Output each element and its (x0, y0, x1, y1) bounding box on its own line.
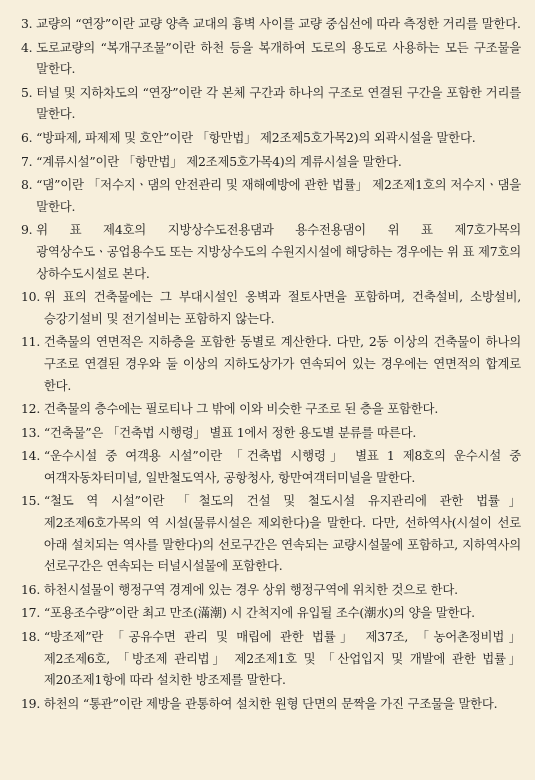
item-number: 16. (21, 581, 44, 597)
list-item (21, 219, 521, 284)
item-number: 5. (21, 84, 37, 100)
item-number: 14. (21, 448, 44, 464)
item-number: 9. (21, 222, 37, 238)
list-item (21, 127, 521, 149)
item-number: 19. (21, 695, 44, 711)
item-text: “건축물”은 「건축법 시행령」 별표 1에서 정한 용도별 분류를 따른다. (43, 424, 417, 440)
list-item (21, 422, 521, 444)
item-text: “방조제”란 「공유수면 관리 및 매립에 관한 법률」 제37조, 「농어촌정비법」 제2조제6호, 「방조제 관리법」 제2조제1호 및 「산업입지 및 개발에 관한 법률」 제20조제1항에 따라 설치한 방조제를 말한다. (43, 629, 521, 688)
item-number: 15. (21, 493, 44, 509)
item-text: “철도 역 시설”이란 「철도의 건설 및 철도시설 유지관리에 관한 법률」 제2조제6호가목의 역 시설(물류시설은 제외한다)을 말한다. 다만, 선하역사(시설이 선로 아래 설치되는 역사를 말한다)의 선로구간은 연속되는 교량시설물에 포함하고, 지하역사의 선로구간은 연속되는 터널시설물에 포함한다. (43, 493, 521, 574)
item-text: 위 표의 건축물에는 그 부대시설인 옹벽과 절토사면을 포함하며, 건축설비, 소방설비, 승강기설비 및 전기설비는 포함하지 않는다. (43, 289, 521, 326)
item-number: 7. (21, 153, 37, 169)
item-number: 17. (21, 605, 44, 621)
list-item (21, 626, 521, 691)
item-text: “계류시설”이란 「항만법」 제2조제5호가목4)의 계류시설을 말한다. (36, 153, 402, 169)
item-text: “방파제, 파제제 및 호안”이란 「항만법」 제2조제5호가목2)의 외곽시설을 말한다. (36, 129, 476, 145)
item-number: 11. (21, 334, 44, 350)
item-text: 하천시설물이 행정구역 경계에 있는 경우 상위 행정구역에 위치한 것으로 한다. (43, 581, 458, 597)
list-item (21, 693, 521, 715)
list-item (21, 82, 521, 125)
item-number: 4. (21, 39, 37, 55)
list-item (21, 174, 521, 217)
list-item (21, 602, 521, 624)
list-item (21, 579, 521, 601)
item-text: “댐”이란 「저수지ㆍ댐의 안전관리 및 재해예방에 관한 법률」 제2조제1호의 저수지ㆍ댐을 말한다. (36, 177, 521, 214)
item-number: 6. (21, 129, 37, 145)
list-item (21, 13, 521, 35)
list-item (21, 490, 521, 576)
item-text: “포용조수량”이란 최고 만조(滿潮) 시 간척지에 유입될 조수(潮水)의 양을 말한다. (43, 605, 475, 621)
notes-list (21, 13, 521, 714)
item-text: 교량의 “연장”이란 교량 양측 교대의 흉벽 사이를 교량 중심선에 따라 측정한 거리를 말한다. (36, 16, 521, 31)
list-item (21, 37, 521, 80)
list-item (21, 398, 521, 420)
item-number: 18. (21, 629, 44, 645)
list-item (21, 151, 521, 173)
item-number: 3. (21, 16, 37, 31)
item-number: 10. (21, 289, 44, 305)
item-text: 터널 및 지하차도의 “연장”이란 각 본체 구간과 하나의 구조로 연결된 구간을 포함한 거리를 말한다. (36, 84, 521, 122)
item-text: “운수시설 중 여객용 시설”이란 「건축법 시행령」 별표 1 제8호의 운수시설 중 여객자동차터미널, 일반철도역사, 공항청사, 항만여객터미널을 말한다. (43, 448, 521, 485)
item-number: 13. (21, 424, 44, 440)
list-item (21, 445, 521, 488)
item-text: 도로교량의 “복개구조물”이란 하천 등을 복개하여 도로의 용도로 사용하는 모든 구조물을 말한다. (36, 39, 521, 77)
item-number: 12. (21, 401, 44, 417)
item-text: 건축물의 층수에는 필로티나 그 밖에 이와 비슷한 구조로 된 층을 포함한다. (43, 401, 439, 417)
list-item (21, 286, 521, 329)
item-text: 건축물의 연면적은 지하층을 포함한 동별로 계산한다. 다만, 2동 이상의 건축물이 하나의 구조로 연결된 경우와 둘 이상의 지하도상가가 연속되어 있는 경우에는 연면적의 합계로 한다. (43, 334, 521, 393)
item-number: 8. (21, 177, 37, 193)
item-text: 하천의 “통관”이란 제방을 관통하여 설치한 원형 단면의 문짝을 가진 구조물을 말한다. (43, 695, 498, 711)
list-item (21, 331, 521, 396)
item-text: 위 표 제4호의 지방상수도전용댐과 용수전용댐이 위 표 제7호가목의 광역상수도ㆍ공업용수도 또는 지방상수도의 수원지시설에 해당하는 경우에는 위 표 제7호의 상하수도시설로 본다. (36, 222, 521, 281)
